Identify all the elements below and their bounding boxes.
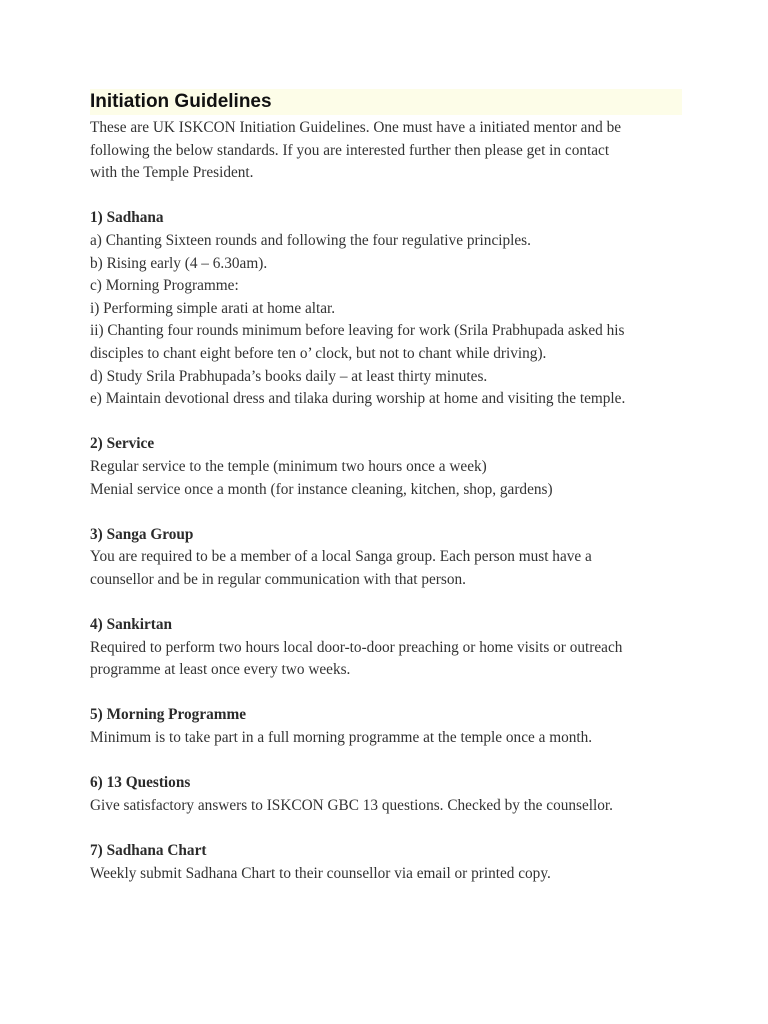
intro-line: with the Temple President. [90, 164, 254, 182]
section-heading: 5) Morning Programme [90, 706, 247, 724]
section-line: Weekly submit Sadhana Chart to their counsellor via email or printed copy. [90, 864, 551, 882]
section-line: b) Rising early (4 – 6.30am). [90, 254, 268, 272]
section-line: programme at least once every two weeks. [90, 661, 351, 679]
section-sankirtan [90, 614, 682, 682]
section-line: Menial service once a month (for instance cleaning, kitchen, shop, gardens) [90, 480, 553, 498]
section-line: i) Performing simple arati at home altar. [90, 299, 336, 317]
section-line: e) Maintain devotional dress and tilaka during worship at home and visiting the temple. [90, 390, 626, 408]
section-line: You are required to be a member of a local Sanga group. Each person must have a [90, 548, 592, 566]
document-page [90, 89, 682, 885]
section-line: ii) Chanting four rounds minimum before leaving for work (Srila Prabhupada asked his [90, 322, 625, 340]
section-line: Give satisfactory answers to ISKCON GBC 13 questions. Checked by the counsellor. [90, 796, 613, 814]
section-service [90, 433, 682, 501]
intro-line: These are UK ISKCON Initiation Guidelines. One must have a initiated mentor and be [90, 119, 622, 136]
page-title: Initiation Guidelines [90, 89, 682, 115]
section-heading: 2) Service [90, 435, 155, 453]
section-sadhana-chart [90, 840, 682, 885]
section-sadhana [90, 207, 682, 410]
section-heading: 6) 13 Questions [90, 774, 191, 792]
section-line: Required to perform two hours local door-to-door preaching or home visits or outreach [90, 638, 623, 656]
section-heading: 7) Sadhana Chart [90, 842, 207, 859]
section-morning-programme [90, 704, 682, 749]
section-line: Minimum is to take part in a full morning programme at the temple once a month. [90, 729, 593, 747]
section-line: a) Chanting Sixteen rounds and following the four regulative principles. [90, 231, 531, 249]
section-line: d) Study Srila Prabhupada’s books daily – at least thirty minutes. [90, 367, 488, 385]
intro-line: following the below standards. If you are interested further then please get in contact [90, 141, 610, 159]
section-line: counsellor and be in regular communication with that person. [90, 570, 466, 588]
section-line: c) Morning Programme: [90, 277, 239, 295]
section-line: disciples to chant eight before ten o’ clock, but not to chant while driving). [90, 344, 547, 362]
section-sanga-group [90, 524, 682, 592]
section-13-questions [90, 772, 682, 817]
section-heading: 4) Sankirtan [90, 616, 173, 634]
section-heading: 1) Sadhana [90, 209, 164, 227]
intro-paragraph [90, 117, 682, 185]
section-line: Regular service to the temple (minimum two hours once a week) [90, 457, 487, 475]
section-heading: 3) Sanga Group [90, 525, 194, 543]
